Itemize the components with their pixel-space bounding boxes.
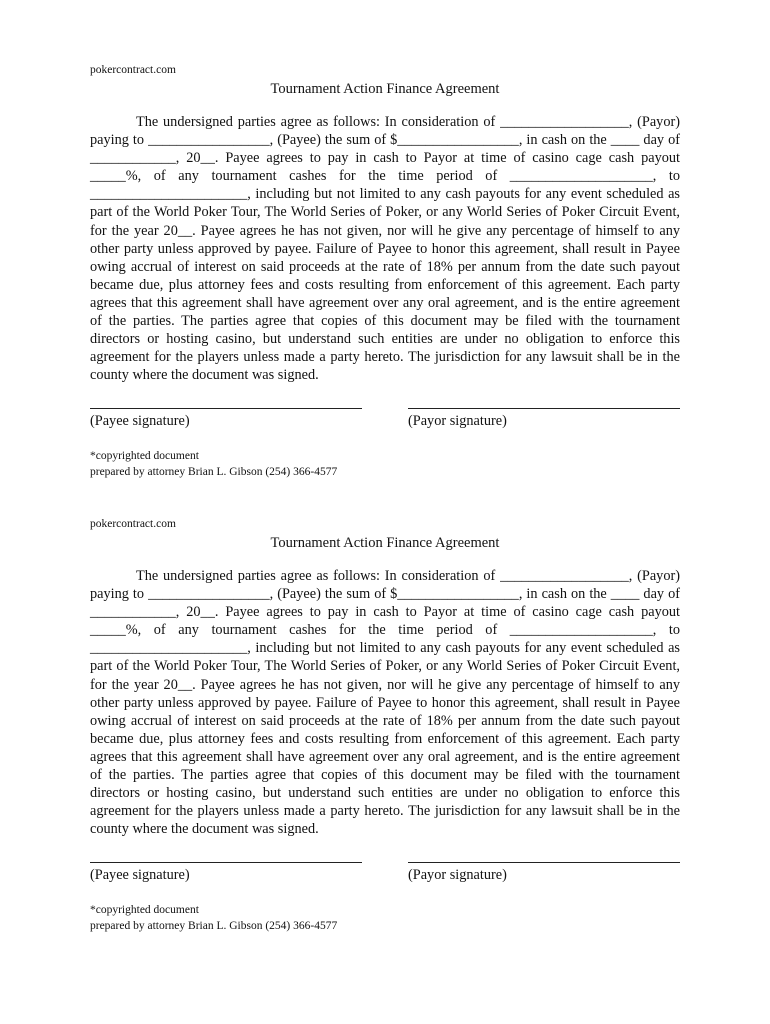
payee-signature-block [90,408,362,430]
agreement-text: The undersigned parties agree as follows: In consideration of __________________, (Payor) paying to _________________, (Payee) the sum of $_________________, in cash on the ____ day of ____________, 20__. Payee agrees to pay in cash to Payor at time of casino cage cash payout _____%, of any tournament cashes for the time period of ____________________, to ______________________, including but not limited to any cash payouts for any event scheduled as part of the World Poker Tour, The World Series of Poker, or any World Series of Poker Circuit Event, for the year 20__. Payee agrees he has not given, nor will he give any percentage of himself to any other party unless approved by payee. Failure of Payee to honor this agreement, shall result in Payee owing accrual of interest on said proceeds at the rate of 18% per annum from the date such payout became due, plus attorney fees and costs resulting from enforcement of this agreement. Each party agrees that this agreement shall have agreement over any oral agreement, and is the entire agreement of the parties. The parties agree that copies of this document may be filed with the tournament directors or hosting casino, but understand such entities are under no obligation to enforce this agreement for the players unless made a party hereto. The jurisdiction for any lawsuit shall be in the county where the document was signed. [90,114,680,384]
agreement-title: Tournament Action Finance Agreement [270,81,500,97]
signature-row [90,862,680,884]
source-site: pokercontract.com [90,518,176,530]
payee-signature-label: (Payee signature) [90,413,190,430]
payee-signature-label: (Payee signature) [90,867,190,884]
copyright-note [90,448,680,480]
attorney-line: prepared by attorney Brian L. Gibson (254) 366-4577 [90,466,338,479]
source-site: pokercontract.com [90,64,176,76]
payor-signature-block [408,862,680,884]
payee-signature-line[interactable] [90,408,362,409]
payor-signature-line[interactable] [408,862,680,863]
copyright-note [90,902,680,934]
attorney-line: prepared by attorney Brian L. Gibson (254) 366-4577 [90,920,338,933]
agreement-title: Tournament Action Finance Agreement [270,535,500,551]
agreement-copy-2 [90,516,680,934]
payor-signature-label: (Payor signature) [408,867,507,884]
payor-signature-block [408,408,680,430]
agreement-text: The undersigned parties agree as follows: In consideration of __________________, (Payor) paying to _________________, (Payee) the sum of $_________________, in cash on the ____ day of ____________, 20__. Payee agrees to pay in cash to Payor at time of casino cage cash payout _____%, of any tournament cashes for the time period of ____________________, to ______________________, including but not limited to any cash payouts for any event scheduled as part of the World Poker Tour, The World Series of Poker, or any World Series of Poker Circuit Event, for the year 20__. Payee agrees he has not given, nor will he give any percentage of himself to any other party unless approved by payee. Failure of Payee to honor this agreement, shall result in Payee owing accrual of interest on said proceeds at the rate of 18% per annum from the date such payout became due, plus attorney fees and costs resulting from enforcement of this agreement. Each party agrees that this agreement shall have agreement over any oral agreement, and is the entire agreement of the parties. The parties agree that copies of this document may be filed with the tournament directors or hosting casino, but understand such entities are under no obligation to enforce this agreement for the players unless made a party hereto. The jurisdiction for any lawsuit shall be in the county where the document was signed. [90,568,680,838]
copyright-line: *copyrighted document [90,904,199,917]
agreement-body [90,567,680,838]
agreement-copy-1 [90,62,680,480]
payee-signature-line[interactable] [90,862,362,863]
payor-signature-line[interactable] [408,408,680,409]
copyright-line: *copyrighted document [90,450,199,463]
signature-row [90,408,680,430]
payee-signature-block [90,862,362,884]
agreement-body [90,113,680,384]
payor-signature-label: (Payor signature) [408,413,507,430]
